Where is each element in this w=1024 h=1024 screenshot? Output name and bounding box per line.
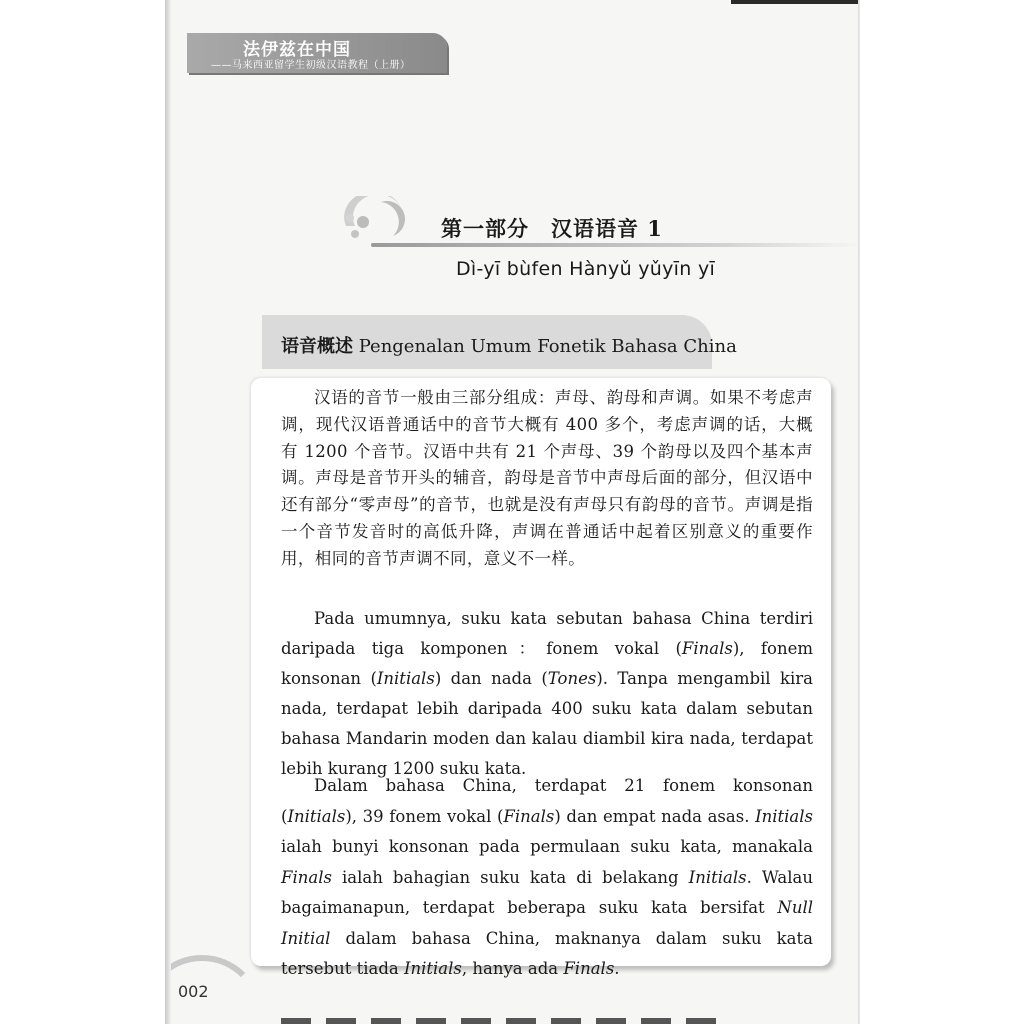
- text-run: ialah bahagian suku kata di belakang: [331, 867, 689, 887]
- italic-term: Initials: [688, 867, 747, 887]
- box-header-ms: Pengenalan Umum Fonetik Bahasa China: [358, 336, 737, 357]
- text-run: , hanya ada: [461, 959, 564, 978]
- paragraph-malay-1: [281, 604, 813, 784]
- title-divider: [371, 243, 858, 247]
- box-header-label: [281, 332, 737, 358]
- text-run: Dalam bahasa China, terdapat 21 fonem konsonan (: [281, 776, 813, 826]
- bottom-bleed-text: [281, 1018, 731, 1024]
- book-title: 法伊兹在中国: [243, 40, 351, 60]
- paragraph-malay-2: [281, 771, 813, 985]
- section-title: 第一部分 汉语语音 1: [441, 216, 663, 241]
- italic-term: Initials: [287, 806, 346, 826]
- text-run: ), 39 fonem vokal (: [345, 806, 504, 826]
- box-header-cn: 语音概述: [281, 336, 353, 357]
- text-run: .: [614, 959, 620, 978]
- text-run: Pada umumnya, suku kata sebutan bahasa China terdiri daripada tiga komponen：fonem vokal (: [281, 609, 813, 658]
- italic-term: Null Initial: [281, 898, 813, 948]
- italic-term: Finals: [563, 959, 615, 978]
- italic-term: Initials: [755, 806, 813, 826]
- italic-term: Initials: [376, 669, 435, 688]
- text-run: dalam bahasa China, maknanya dalam suku kata tersebut tiada: [281, 928, 813, 978]
- right-margin: [860, 0, 1024, 1024]
- italic-term: Finals: [681, 639, 733, 658]
- italic-term: Initials: [403, 959, 462, 978]
- text-run: ), fonem konsonan (: [281, 639, 813, 688]
- section-pinyin: Dì-yī bùfen Hànyǔ yǔyīn yī: [456, 258, 716, 280]
- text-run: ialah bunyi konsonan pada permulaan suku kata, manakala: [281, 837, 813, 856]
- text-run: ) dan nada (: [434, 669, 548, 688]
- book-subtitle: ——马来西亚留学生初级汉语教程（上册）: [211, 60, 411, 71]
- italic-term: Finals: [281, 867, 332, 887]
- page-number: 002: [178, 982, 209, 1001]
- swirl-ornament-icon: [341, 196, 411, 246]
- left-margin: [0, 0, 165, 1024]
- paragraph-chinese: 汉语的音节一般由三部分组成：声母、韵母和声调。如果不考虑声调，现代汉语普通话中的音节大概有 400 多个，考虑声调的话，大概有 1200 个音节。汉语中共有 21 个声母、39 个韵母以及四个基本声调。声母是音节开头的辅音，韵母是音节中声母后面的部分，但汉语中还有部分“零声母”的音节，也就是没有声母只有韵母的音节。声调是指一个音节发音时的高低升降，声调在普通话中起着区别意义的重要作用，相同的音节声调不同，意义不一样。: [281, 388, 813, 568]
- italic-term: Tones: [547, 669, 597, 688]
- text-run: . Walau bagaimanapun, terdapat beberapa suku kata bersifat: [281, 867, 813, 917]
- italic-term: Finals: [503, 806, 555, 826]
- top-edge-bar: [731, 0, 858, 4]
- book-page: [171, 0, 858, 1024]
- text-run: ). Tanpa mengambil kira nada, terdapat lebih daripada 400 suku kata dalam sebutan bahasa Mandarin moden dan kalau diambil kira nada, terdapat lebih kurang 1200 suku kata.: [281, 669, 813, 778]
- text-run: ) dan empat nada asas.: [554, 806, 756, 826]
